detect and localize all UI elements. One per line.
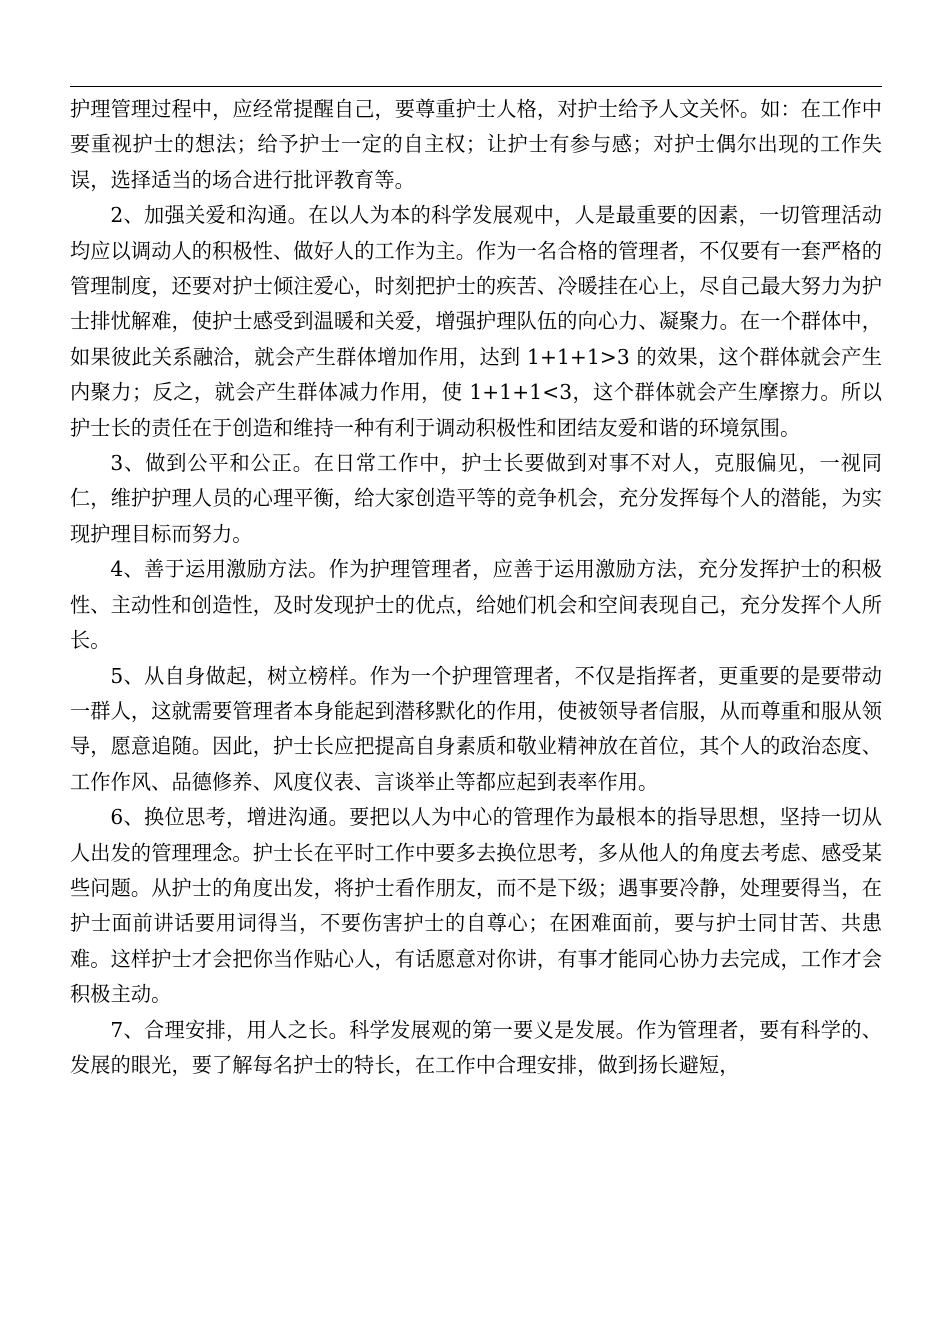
paragraph-reasonable-arrangement: 7、合理安排，用人之长。科学发展观的第一要义是发展。作为管理者，要有科学的、发展的眼光，要了解每名护士的特长，在工作中合理安排，做到扬长避短，	[70, 1017, 882, 1077]
paragraph-continuation: 护理管理过程中，应经常提醒自己，要尊重护士人格，对护士给予人文关怀。如：在工作中要重视护士的想法；给予护士一定的自主权；让护士有参与感；对护士偶尔出现的工作失误，选择适当的场合进行批评教育等。	[70, 97, 882, 192]
paragraph-empathy: 6、换位思考，增进沟通。要把以人为中心的管理作为最根本的指导思想，坚持一切从人出发的管理理念。护士长在平时工作中要多去换位思考，多从他人的角度去考虑、感受某些问题。从护士的角度出发，将护士看作朋友，而不是下级；遇事要冷静，处理要得当，在护士面前讲话要用词得当，不要伤害护士的自尊心；在困难面前，要与护士同甘苦、共患难。这样护士才会把你当作贴心人，有话愿意对你讲，有事才能同心协力去完成，工作才会积极主动。	[70, 805, 882, 1007]
paragraph-care-and-communication: 2、加强关爱和沟通。在以人为本的科学发展观中，人是最重要的因素，一切管理活动均应以调动人的积极性、做好人的工作为主。作为一名合格的管理者，不仅要有一套严格的管理制度，还要对护士倾注爱心，时刻把护士的疾苦、冷暖挂在心上，尽自己最大努力为护士排忧解难，使护士感受到温暖和关爱，增强护理队伍的向心力、凝聚力。在一个群体中，如果彼此关系融洽，就会产生群体增加作用，达到 1+1+1>3 的效果，这个群体就会产生内聚力；反之，就会产生群体减力作用，使 1+1+1<3，这个群体就会产生摩擦力。所以护士长的责任在于创造和维持一种有利于调动积极性和团结友爱和谐的环境氛围。	[70, 203, 882, 440]
paragraph-incentives: 4、善于运用激励方法。作为护理管理者，应善于运用激励方法，充分发挥护士的积极性、主动性和创造性，及时发现护士的优点，给她们机会和空间表现自己，充分发挥个人所长。	[70, 557, 882, 653]
paragraph-lead-by-example: 5、从自身做起，树立榜样。作为一个护理管理者，不仅是指挥者，更重要的是要带动一群人，这就需要管理者本身能起到潜移默化的作用，使被领导者信服，从而尊重和服从领导，愿意追随。因此，护士长应把提高自身素质和敬业精神放在首位，其个人的政治态度、工作作风、品德修养、风度仪表、言谈举止等都应起到表率作用。	[70, 663, 882, 794]
paragraph-fairness: 3、做到公平和公正。在日常工作中，护士长要做到对事不对人，克服偏见，一视同仁，维护护理人员的心理平衡，给大家创造平等的竞争机会，充分发挥每个人的潜能，为实现护理目标而努力。	[70, 451, 882, 546]
header-rule	[70, 86, 882, 87]
document-body	[70, 92, 882, 1083]
